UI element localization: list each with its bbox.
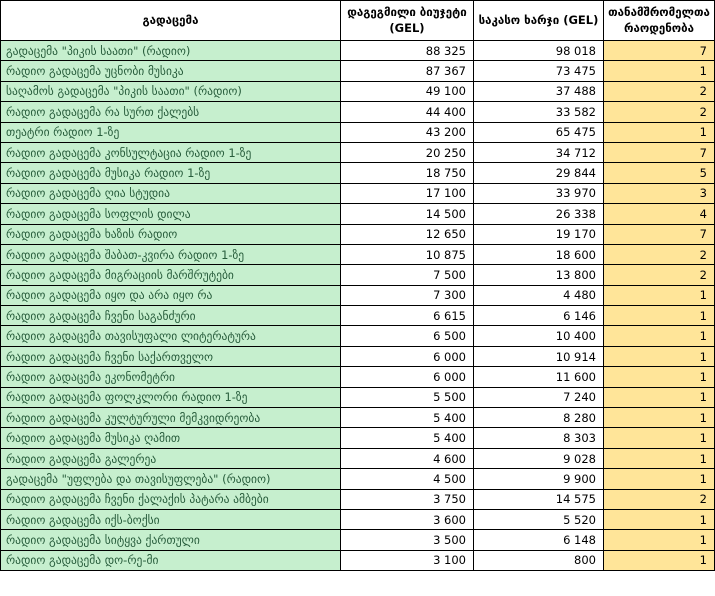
- staff-count-cell[interactable]: 2: [604, 265, 715, 285]
- header-program[interactable]: გადაცემა: [1, 1, 341, 41]
- cash-expense-cell[interactable]: 13 800: [474, 265, 604, 285]
- staff-count-cell[interactable]: 2: [604, 244, 715, 264]
- table-row: [1, 122, 715, 142]
- staff-count-cell[interactable]: 5: [604, 163, 715, 183]
- program-cell[interactable]: გადაცემა "პიკის საათი" (რადიო): [1, 41, 341, 61]
- staff-count-cell[interactable]: 1: [604, 346, 715, 366]
- program-cell[interactable]: რადიო გადაცემა იქს-ბოქსი: [1, 509, 341, 529]
- program-cell[interactable]: რადიო გადაცემა სოფლის დილა: [1, 204, 341, 224]
- table-row: [1, 61, 715, 81]
- program-cell[interactable]: რადიო გადაცემა ეკონომეტრი: [1, 367, 341, 387]
- table-row: [1, 489, 715, 509]
- planned-budget-cell[interactable]: 5 500: [341, 387, 474, 407]
- table-row: [1, 163, 715, 183]
- planned-budget-cell[interactable]: 6 000: [341, 346, 474, 366]
- table-row: [1, 367, 715, 387]
- table-row: [1, 244, 715, 264]
- planned-budget-cell[interactable]: 3 750: [341, 489, 474, 509]
- table-row: [1, 224, 715, 244]
- program-cell[interactable]: გადაცემა "უფლება და თავისუფლება" (რადიო): [1, 469, 341, 489]
- staff-count-cell[interactable]: 1: [604, 530, 715, 550]
- table-row: [1, 102, 715, 122]
- table-row: [1, 326, 715, 346]
- table-row: [1, 346, 715, 366]
- staff-count-cell[interactable]: 1: [604, 326, 715, 346]
- planned-budget-cell[interactable]: 10 875: [341, 244, 474, 264]
- cash-expense-cell[interactable]: 5 520: [474, 509, 604, 529]
- staff-count-cell[interactable]: 1: [604, 306, 715, 326]
- table-row: [1, 306, 715, 326]
- header-row: [1, 1, 715, 41]
- planned-budget-cell[interactable]: 3 100: [341, 550, 474, 570]
- staff-count-cell[interactable]: 1: [604, 408, 715, 428]
- table-row: [1, 265, 715, 285]
- planned-budget-cell[interactable]: 49 100: [341, 81, 474, 101]
- staff-count-cell[interactable]: 4: [604, 204, 715, 224]
- planned-budget-cell[interactable]: 4 600: [341, 448, 474, 468]
- program-cell[interactable]: რადიო გადაცემა თავისუფალი ლიტერატურა: [1, 326, 341, 346]
- cash-expense-cell[interactable]: 37 488: [474, 81, 604, 101]
- table-row: [1, 469, 715, 489]
- planned-budget-cell[interactable]: 6 500: [341, 326, 474, 346]
- table-row: [1, 550, 715, 570]
- staff-count-cell[interactable]: 1: [604, 509, 715, 529]
- planned-budget-cell[interactable]: 88 325: [341, 41, 474, 61]
- program-cell[interactable]: რადიო გადაცემა უცნობი მუსიკა: [1, 61, 341, 81]
- cash-expense-cell[interactable]: 18 600: [474, 244, 604, 264]
- header-staff-count[interactable]: თანამშრომელთა რაოდენობა: [604, 1, 715, 41]
- planned-budget-cell[interactable]: 3 500: [341, 530, 474, 550]
- cash-expense-cell[interactable]: 26 338: [474, 204, 604, 224]
- table-header: [1, 1, 715, 41]
- planned-budget-cell[interactable]: 7 500: [341, 265, 474, 285]
- staff-count-cell[interactable]: 1: [604, 122, 715, 142]
- staff-count-cell[interactable]: 7: [604, 41, 715, 61]
- program-cell[interactable]: რადიო გადაცემა ღია სტუდია: [1, 183, 341, 203]
- cash-expense-cell[interactable]: 7 240: [474, 387, 604, 407]
- staff-count-cell[interactable]: 1: [604, 550, 715, 570]
- program-cell[interactable]: რადიო გადაცემა ხაზის რადიო: [1, 224, 341, 244]
- staff-count-cell[interactable]: 2: [604, 81, 715, 101]
- staff-count-cell[interactable]: 2: [604, 489, 715, 509]
- cash-expense-cell[interactable]: 6 148: [474, 530, 604, 550]
- planned-budget-cell[interactable]: 5 400: [341, 428, 474, 448]
- staff-count-cell[interactable]: 3: [604, 183, 715, 203]
- program-cell[interactable]: რადიო გადაცემა შაბათ-კვირა რადიო 1-ზე: [1, 244, 341, 264]
- program-cell[interactable]: რადიო გადაცემა იყო და არა იყო რა: [1, 285, 341, 305]
- program-cell[interactable]: რადიო გადაცემა ჩვენი საგანძური: [1, 306, 341, 326]
- planned-budget-cell[interactable]: 6 615: [341, 306, 474, 326]
- program-cell[interactable]: რადიო გადაცემა მუსიკა რადიო 1-ზე: [1, 163, 341, 183]
- cash-expense-cell[interactable]: 10 914: [474, 346, 604, 366]
- staff-count-cell[interactable]: 1: [604, 285, 715, 305]
- planned-budget-cell[interactable]: 12 650: [341, 224, 474, 244]
- program-cell[interactable]: რადიო გადაცემა რა სურთ ქალებს: [1, 102, 341, 122]
- cash-expense-cell[interactable]: 14 575: [474, 489, 604, 509]
- cash-expense-cell[interactable]: 73 475: [474, 61, 604, 81]
- planned-budget-cell[interactable]: 3 600: [341, 509, 474, 529]
- program-cell[interactable]: თეატრი რადიო 1-ზე: [1, 122, 341, 142]
- table-row: [1, 509, 715, 529]
- cash-expense-cell[interactable]: 33 970: [474, 183, 604, 203]
- staff-count-cell[interactable]: 1: [604, 428, 715, 448]
- cash-expense-cell[interactable]: 98 018: [474, 41, 604, 61]
- planned-budget-cell[interactable]: 4 500: [341, 469, 474, 489]
- program-cell[interactable]: რადიო გადაცემა კულტურული მემკვიდრეობა: [1, 408, 341, 428]
- table-row: [1, 428, 715, 448]
- planned-budget-cell[interactable]: 7 300: [341, 285, 474, 305]
- table-row: [1, 204, 715, 224]
- staff-count-cell[interactable]: 7: [604, 224, 715, 244]
- cash-expense-cell[interactable]: 9 028: [474, 448, 604, 468]
- table-row: [1, 81, 715, 101]
- program-cell[interactable]: რადიო გადაცემა მუსიკა ღამით: [1, 428, 341, 448]
- cash-expense-cell[interactable]: 19 170: [474, 224, 604, 244]
- program-cell[interactable]: რადიო გადაცემა გალერეა: [1, 448, 341, 468]
- cash-expense-cell[interactable]: 11 600: [474, 367, 604, 387]
- cash-expense-cell[interactable]: 65 475: [474, 122, 604, 142]
- planned-budget-cell[interactable]: 17 100: [341, 183, 474, 203]
- planned-budget-cell[interactable]: 14 500: [341, 204, 474, 224]
- cash-expense-cell[interactable]: 34 712: [474, 142, 604, 162]
- table-row: [1, 183, 715, 203]
- staff-count-cell[interactable]: 1: [604, 448, 715, 468]
- cash-expense-cell[interactable]: 8 280: [474, 408, 604, 428]
- table-row: [1, 408, 715, 428]
- staff-count-cell[interactable]: 7: [604, 142, 715, 162]
- program-cell[interactable]: რადიო გადაცემა ფოლკლორი რადიო 1-ზე: [1, 387, 341, 407]
- cash-expense-cell[interactable]: 4 480: [474, 285, 604, 305]
- cash-expense-cell[interactable]: 9 900: [474, 469, 604, 489]
- program-cell[interactable]: რადიო გადაცემა ჩვენი საქართველო: [1, 346, 341, 366]
- cash-expense-cell[interactable]: 10 400: [474, 326, 604, 346]
- table-row: [1, 41, 715, 61]
- table-row: [1, 387, 715, 407]
- planned-budget-cell[interactable]: 43 200: [341, 122, 474, 142]
- cash-expense-cell[interactable]: 800: [474, 550, 604, 570]
- header-cash-expense[interactable]: საკასო ხარჯი (GEL): [474, 1, 604, 41]
- planned-budget-cell[interactable]: 87 367: [341, 61, 474, 81]
- header-planned-budget[interactable]: დაგეგმილი ბიუჯეტი (GEL): [341, 1, 474, 41]
- table-row: [1, 530, 715, 550]
- planned-budget-cell[interactable]: 44 400: [341, 102, 474, 122]
- staff-count-cell[interactable]: 1: [604, 61, 715, 81]
- table-row: [1, 142, 715, 162]
- planned-budget-cell[interactable]: 18 750: [341, 163, 474, 183]
- staff-count-cell[interactable]: 1: [604, 387, 715, 407]
- cash-expense-cell[interactable]: 33 582: [474, 102, 604, 122]
- cash-expense-cell[interactable]: 8 303: [474, 428, 604, 448]
- staff-count-cell[interactable]: 1: [604, 469, 715, 489]
- program-cell[interactable]: რადიო გადაცემა სიტყვა ქართული: [1, 530, 341, 550]
- program-cell[interactable]: საღამოს გადაცემა "პიკის საათი" (რადიო): [1, 81, 341, 101]
- staff-count-cell[interactable]: 1: [604, 367, 715, 387]
- program-cell[interactable]: რადიო გადაცემა კონსულტაცია რადიო 1-ზე: [1, 142, 341, 162]
- planned-budget-cell[interactable]: 5 400: [341, 408, 474, 428]
- table-row: [1, 448, 715, 468]
- cash-expense-cell[interactable]: 6 146: [474, 306, 604, 326]
- planned-budget-cell[interactable]: 20 250: [341, 142, 474, 162]
- staff-count-cell[interactable]: 2: [604, 102, 715, 122]
- program-cell[interactable]: რადიო გადაცემა მიგრაციის მარშრუტები: [1, 265, 341, 285]
- planned-budget-cell[interactable]: 6 000: [341, 367, 474, 387]
- table-row: [1, 285, 715, 305]
- table-body: [1, 41, 715, 571]
- cash-expense-cell[interactable]: 29 844: [474, 163, 604, 183]
- program-cell[interactable]: რადიო გადაცემა დო-რე-მი: [1, 550, 341, 570]
- program-cell[interactable]: რადიო გადაცემა ჩვენი ქალაქის პატარა ამბები: [1, 489, 341, 509]
